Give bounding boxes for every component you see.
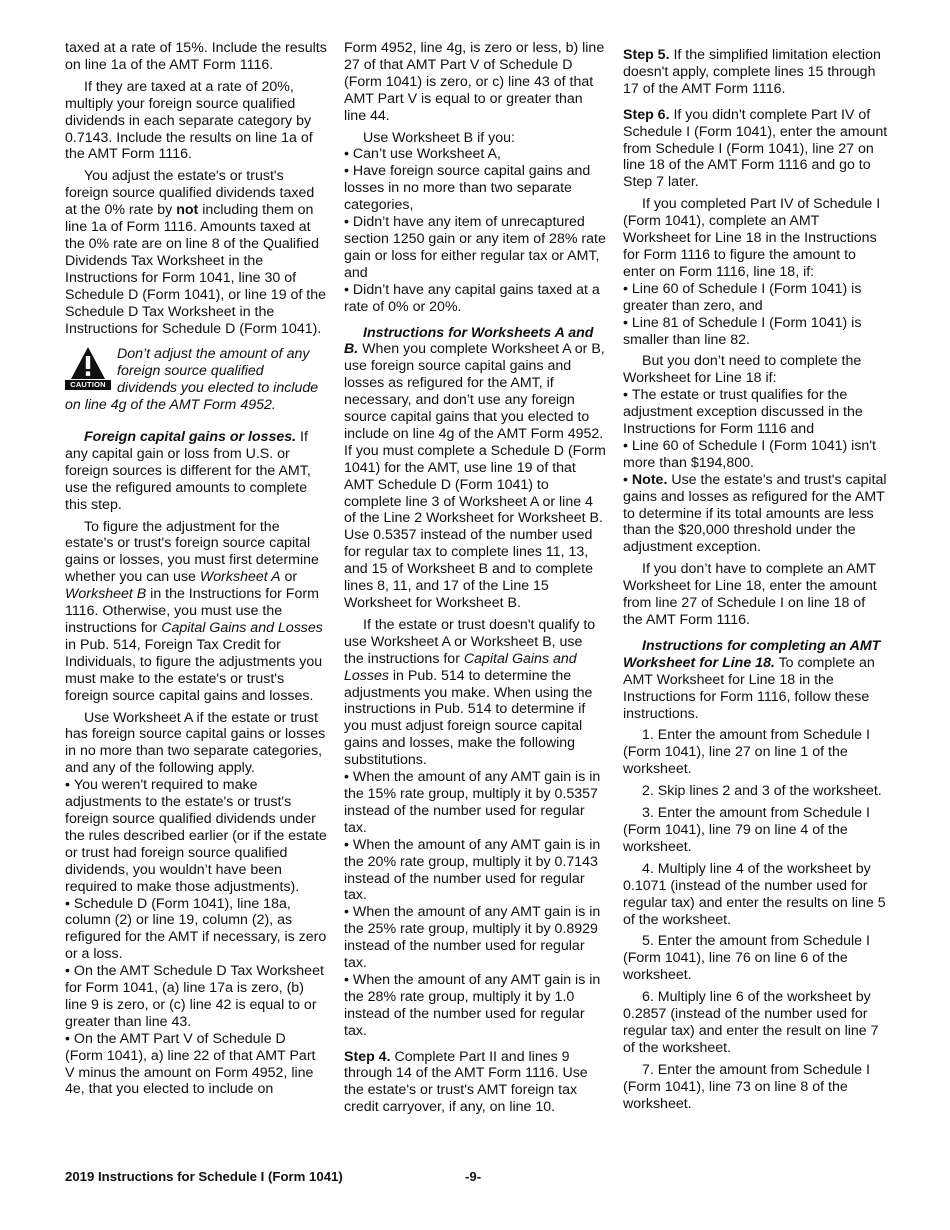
list-item: • Didn’t have any item of unrecaptured section 1250 gain or any item of 28% rate gain or loss for either regular tax or AMT, and <box>344 214 606 282</box>
paragraph: You adjust the estate's or trust's foreign source qualified dividends taxed at the 0% rate by not including them on line 1a of Form 1116. Amounts taxed at the 0% rate are on line 8 of the Qualified Dividends Tax Worksheet in the Instructions for Form 1041, line 30 of Schedule D (Form 1041), or line 19 of the Schedule D Tax Worksheet in the Instructions for Schedule D (Form 1041). <box>65 168 327 337</box>
paragraph: Form 4952, line 4g, is zero or less, b) line 27 of that AMT Part V of Schedule D (Form 1041) is zero, or c) line 43 of that AMT Part V is equal to or greater than line 44. <box>344 40 605 124</box>
column-1 <box>65 40 327 1098</box>
step-heading: Step 5. <box>623 47 670 63</box>
worksheet-step: 2. Skip lines 2 and 3 of the worksheet. <box>642 783 882 800</box>
paragraph: Step 6. If you didn't complete Part IV of Schedule I (Form 1041), enter the amount from Schedule I (Form 1041), line 27 on line 18 of the AMT Form 1116 and go to Step 7 later. <box>623 106 888 191</box>
paragraph: Foreign capital gains or losses. If any capital gain or loss from U.S. or foreign sources is different for the AMT, use the refigured amounts to complete this step. <box>65 429 311 513</box>
caution-label: CAUTION <box>65 380 111 390</box>
column-3 <box>623 40 888 1112</box>
list-item: • Schedule D (Form 1041), line 18a, column (2) or line 19, column (2), as refigured for the AMT if necessary, is zero or a loss. <box>65 896 327 964</box>
list-item: • Didn’t have any capital gains taxed at a rate of 0% or 20%. <box>344 282 606 316</box>
paragraph: To figure the adjustment for the estate's or trust's foreign source capital gains or losses, you must first determine whether you can use Worksheet A or Worksheet B in the Instructions for Form 1116. Otherwise, you must use the instructions for Capital Gains and Losses in Pub. 514, Foreign Tax Credit for Individuals, to figure the adjustments you must make to the estate's or trust's foreign source capital gains and losses. <box>65 518 323 704</box>
list-item: • When the amount of any AMT gain is in the 15% rate group, multiply it by 0.5357 instead of the number used for regular tax. <box>344 769 606 837</box>
worksheet-step: 1. Enter the amount from Schedule I (Form 1041), line 27 on line 1 of the worksheet. <box>623 727 870 778</box>
paragraph: Instructions for Worksheets A and B. When you complete Worksheet A or B, use foreign source capital gains and losses as refigured for the AMT, if necessary, and don’t use any foreign source capital gains that you elected to include on line 4g of the AMT Form 4952. If you must complete a Schedule D (Form 1041) for the AMT, use line 19 of that AMT Schedule D (Form 1041) to complete line 3 of Worksheet A or line 4 of the Line 2 Worksheet for Worksheet B. Use 0.5357 instead of the number used for regular tax to complete lines 11, 13, and 15 of Worksheet B and to complete lines 8, 11, and 17 of the Line 15 Worksheet for Worksheet B. <box>344 324 606 611</box>
section-heading: Foreign capital gains or losses. <box>84 429 297 446</box>
caution-text: Don’t adjust the amount of any foreign source qualified dividends you elected to include on line 4g of the AMT Form 4952. <box>65 346 319 414</box>
worksheet-step: 5. Enter the amount from Schedule I (Form 1041), line 76 on line 6 of the worksheet. <box>623 933 870 984</box>
list-item: • When the amount of any AMT gain is in the 20% rate group, multiply it by 0.7143 instead of the number used for regular tax. <box>344 837 606 905</box>
worksheet-step: 7. Enter the amount from Schedule I (Form 1041), line 73 on line 8 of the worksheet. <box>623 1061 870 1112</box>
list-item: • Line 60 of Schedule I (Form 1041) is greater than zero, and <box>623 281 888 315</box>
paragraph: Use Worksheet B if you: <box>363 129 515 146</box>
list-item: • When the amount of any AMT gain is in the 25% rate group, multiply it by 0.8929 instead of the number used for regular tax. <box>344 904 606 972</box>
warning-triangle-icon <box>70 346 106 380</box>
list-item: • Can’t use Worksheet A, <box>344 146 606 163</box>
list-item: • Line 81 of Schedule I (Form 1041) is smaller than line 82. <box>623 315 888 349</box>
paragraph: taxed at a rate of 15%. Include the results on line 1a of the AMT Form 1116. <box>65 40 327 73</box>
section-heading: Instructions for Worksheets A and B. <box>344 324 594 358</box>
list-item: • Line 60 of Schedule I (Form 1041) isn't more than $194,800. <box>623 438 888 472</box>
worksheet-step: 4. Multiply line 4 of the worksheet by 0.1071 (instead of the number used for regular tax) and enter the results on line 5 of the worksheet. <box>623 860 886 928</box>
paragraph: If they are taxed at a rate of 20%, multiply your foreign source qualified dividends in each separate category by 0.7143. Include the results on line 1a of the AMT Form 1116. <box>65 78 313 163</box>
worksheet-step: 6. Multiply line 6 of the worksheet by 0.2857 (instead of the number used for regular tax) and enter the result on line 7 of the worksheet. <box>623 989 879 1056</box>
footer-title: 2019 Instructions for Schedule I (Form 1041) <box>65 1169 343 1184</box>
section-heading: Instructions for completing an AMT Worksheet for Line 18. <box>623 637 881 671</box>
note: • Note. Use the estate's and trust's capital gains and losses as refigured for the AMT to determine if its total amounts are less than the $20,000 threshold under the adjustment exception. <box>623 472 888 557</box>
paragraph: Step 5. If the simplified limitation election doesn't apply, complete lines 15 through 17 of the AMT Form 1116. <box>623 47 881 97</box>
caution-box <box>65 346 327 414</box>
paragraph: If the estate or trust doesn't qualify to use Worksheet A or Worksheet B, use the instructions for Capital Gains and Losses in Pub. 514 to determine the adjustments you make. When using the instructions in Pub. 514 to determine if you must adjust foreign source capital gains and losses, make the following substitutions. <box>344 616 596 769</box>
step-heading: Step 4. <box>344 1048 391 1065</box>
step-heading: Step 6. <box>623 106 670 123</box>
paragraph: If you don’t have to complete an AMT Worksheet for Line 18, enter the amount from line 27 of Schedule I on line 18 of the AMT Form 1116. <box>623 561 877 628</box>
paragraph: Instructions for completing an AMT Worksheet for Line 18. To complete an AMT Worksheet for Line 18 in the Instructions for Form 1116, follow these instructions. <box>623 637 881 722</box>
list-item: • On the AMT Schedule D Tax Worksheet for Form 1041, (a) line 17a is zero, (b) line 9 is zero, or (c) line 42 is equal to or greater than line 43. <box>65 963 327 1031</box>
paragraph: If you completed Part IV of Schedule I (Form 1041), complete an AMT Worksheet for Line 18 in the Instructions for Form 1116 to figure the amount to enter on Form 1116, line 18, if: <box>623 196 881 280</box>
list-item: • The estate or trust qualifies for the adjustment exception discussed in the Instructions for Form 1116 and <box>623 387 888 438</box>
list-item: • You weren't required to make adjustments to the estate's or trust's foreign source qualified dividends under the rules described earlier (or if the estate or trust had foreign source qualified dividends, you wouldn’t have been required to make those adjustments). <box>65 777 327 895</box>
list-item: • When the amount of any AMT gain is in the 28% rate group, multiply it by 1.0 instead of the number used for regular tax. <box>344 972 606 1040</box>
paragraph: But you don’t need to complete the Worksheet for Line 18 if: <box>623 353 862 387</box>
caution-icon <box>65 346 111 390</box>
column-2 <box>344 40 606 1116</box>
paragraph: Use Worksheet A if the estate or trust has foreign source capital gains or losses in no more than two separate categories, and any of the following apply. <box>65 709 326 777</box>
paragraph: Step 4. Complete Part II and lines 9 through 14 of the AMT Form 1116. Use the estate's or trust's AMT foreign tax credit carryover, if any, on line 10. <box>344 1048 588 1116</box>
page-number: -9- <box>465 1169 482 1184</box>
worksheet-step: 3. Enter the amount from Schedule I (Form 1041), line 79 on line 4 of the worksheet. <box>623 805 870 855</box>
list-item: • Have foreign source capital gains and losses in no more than two separate categories, <box>344 163 606 214</box>
list-item: • On the AMT Part V of Schedule D (Form 1041), a) line 22 of that AMT Part V minus the amount on Form 4952, line 4e, that you elected to include on <box>65 1031 327 1099</box>
